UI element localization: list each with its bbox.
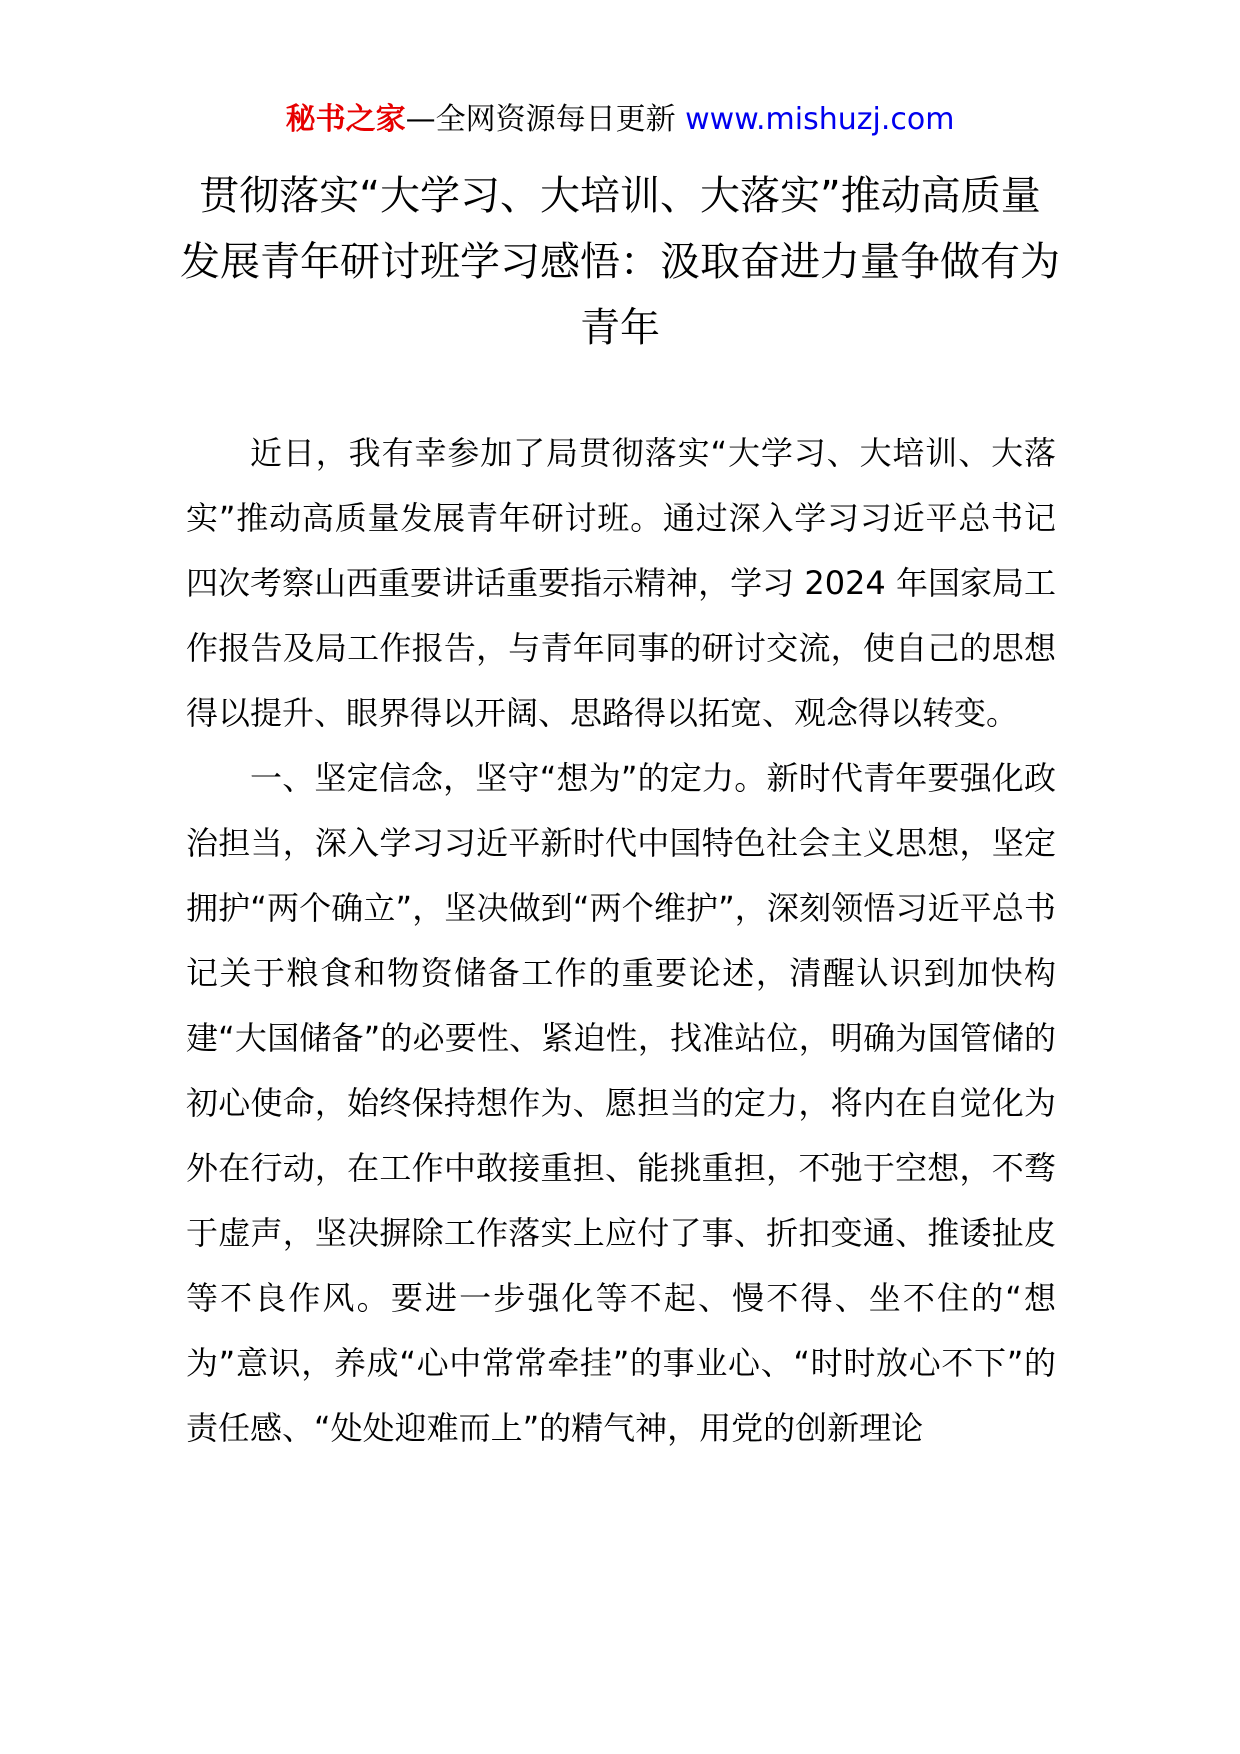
site-header [0, 100, 1240, 140]
site-url-link[interactable]: www.mishuzj.com [685, 102, 955, 137]
document-title: 贯彻落实“大学习、大培训、大落实”推动高质量发展青年研讨班学习感悟：汲取奋进力量争做有为青年 [180, 173, 1060, 351]
paragraph-section-1: 一、坚定信念，坚守“想为”的定力。新时代青年要强化政治担当，深入学习习近平新时代中国特色社会主义思想，坚定拥护“两个确立”，坚决做到“两个维护”，深刻领悟习近平总书记关于粮食和物资储备工作的重要论述，清醒认识到加快构建“大国储备”的必要性、紧迫性，找准站位，明确为国管储的初心使命，始终保持想作为、愿担当的定力，将内在自觉化为外在行动，在工作中敢接重担、能挑重担，不弛于空想，不骛于虚声，坚决摒除工作落实上应付了事、折扣变通、推诿扯皮等不良作风。要进一步强化等不起、慢不得、坐不住的“想为”意识，养成“心中常常牵挂”的事业心、“时时放心不下”的责任感、“处处迎难而上”的精气神，用党的创新理论 [186, 759, 1056, 1447]
paragraph-intro: 近日，我有幸参加了局贯彻落实“大学习、大培训、大落实”推动高质量发展青年研讨班。通过深入学习习近平总书记四次考察山西重要讲话重要指示精神，学习 2024 年国家局工作报告及局工作报告，与青年同事的研讨交流，使自己的思想得以提升、眼界得以开阔、思路得以拓宽、观念得以转变。 [186, 434, 1056, 732]
site-tagline: —全网资源每日更新 [405, 102, 686, 137]
site-brand: 秘书之家 [285, 102, 406, 137]
document-body [186, 421, 1056, 1461]
